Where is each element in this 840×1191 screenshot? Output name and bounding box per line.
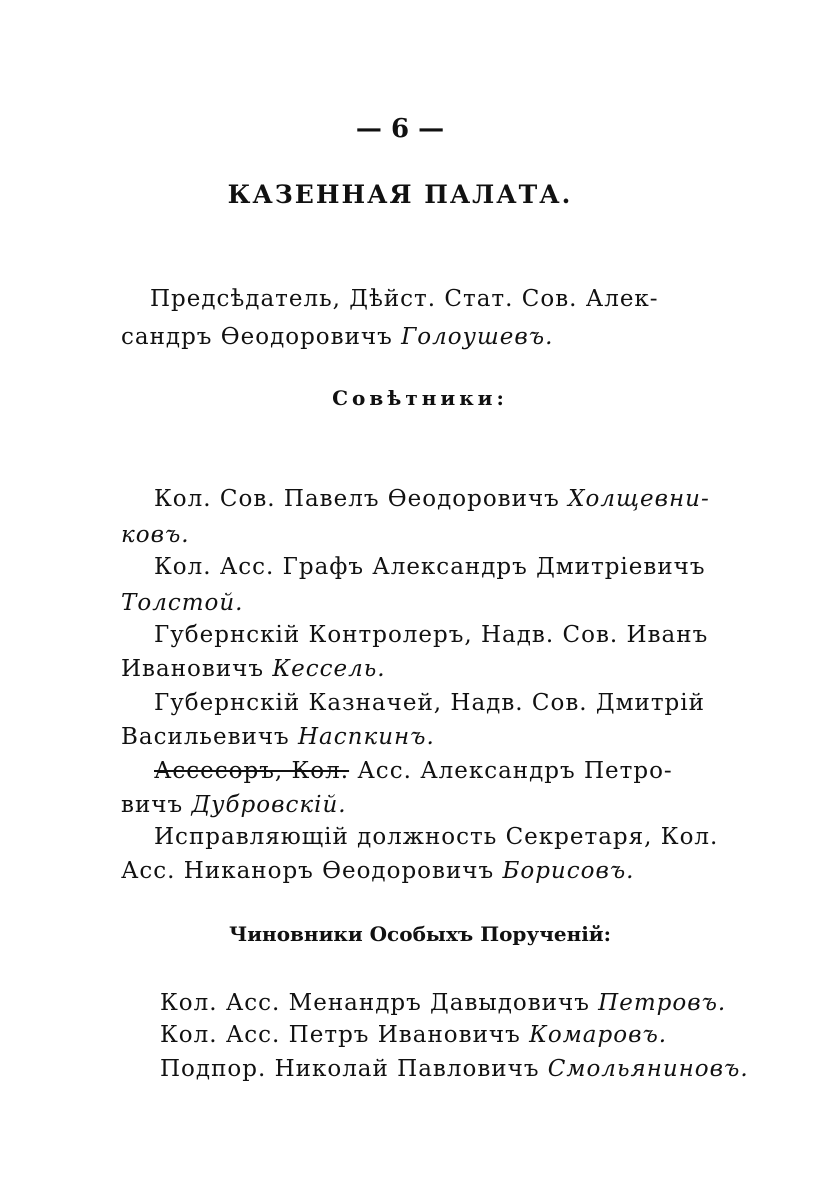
entry-3-line-2 — [121, 654, 386, 684]
entry-4-text: Васильевичъ — [121, 724, 298, 750]
entry-1-text: Кол. Сов. Павелъ Ѳеодоровичъ — [154, 486, 569, 512]
entry-5-line-1 — [154, 756, 673, 786]
entry-2-line-2: Толстой. — [121, 590, 244, 616]
official-2 — [160, 1020, 667, 1050]
entry-5-line-2-text: вичъ — [121, 792, 192, 818]
entry-5-struck-text: Ассесоръ, Кол. — [154, 758, 350, 784]
entry-6-line-2 — [121, 856, 635, 886]
entry-4-line-1: Губернскій Казначей, Надв. Сов. Дмитрій — [154, 690, 705, 716]
officials-heading: Чиновники Особыхъ Порученій: — [228, 922, 612, 946]
entry-1-line-2: ковъ. — [121, 522, 190, 548]
entry-1-surname-part: Холщевни- — [568, 486, 710, 512]
official-1-text: Кол. Асс. Менандръ Давыдовичъ — [160, 990, 599, 1016]
official-3-surname: Смольяниновъ. — [547, 1056, 749, 1082]
entry-5-surname: Дубровскій. — [191, 792, 347, 818]
entry-6-text: Асс. Никаноръ Ѳеодоровичъ — [121, 858, 503, 884]
entry-4-surname: Наспкинъ. — [298, 724, 435, 750]
official-1-surname: Петровъ. — [598, 990, 727, 1016]
official-2-text: Кол. Асс. Петръ Ивановичъ — [160, 1022, 530, 1048]
chairman-line-1: Предсѣдатель, Дѣйст. Стат. Сов. Алек- — [150, 286, 659, 312]
entry-5-text: Асс. Александръ Петро- — [349, 758, 673, 784]
official-3 — [160, 1054, 749, 1084]
entry-1-line-1 — [154, 484, 710, 514]
entry-6-surname: Борисовъ. — [502, 858, 635, 884]
chairman-surname: Голоушевъ. — [401, 324, 554, 350]
councillors-heading: Совѣтники: — [332, 386, 508, 410]
entry-6-line-1: Исправляющій должность Секретаря, Кол. — [154, 824, 719, 850]
official-1 — [160, 988, 726, 1018]
official-2-surname: Комаровъ. — [529, 1022, 668, 1048]
entry-5-line-2 — [121, 790, 347, 820]
entry-4-line-2 — [121, 722, 435, 752]
entry-3-line-1: Губернскій Контролеръ, Надв. Сов. Иванъ — [154, 622, 709, 648]
chairman-line-2-text: сандръ Ѳеодоровичъ — [121, 324, 402, 350]
official-3-text: Подпор. Николай Павловичъ — [160, 1056, 548, 1082]
page-title: КАЗЕННАЯ ПАЛАТА. — [227, 180, 573, 209]
entry-3-surname: Кессель. — [272, 656, 386, 682]
chairman-line-2 — [121, 322, 553, 352]
page-number: — 6 — — [355, 114, 445, 144]
entry-2-line-1: Кол. Асс. Графъ Александръ Дмитріевичъ — [154, 554, 706, 580]
entry-3-text: Ивановичъ — [121, 656, 273, 682]
